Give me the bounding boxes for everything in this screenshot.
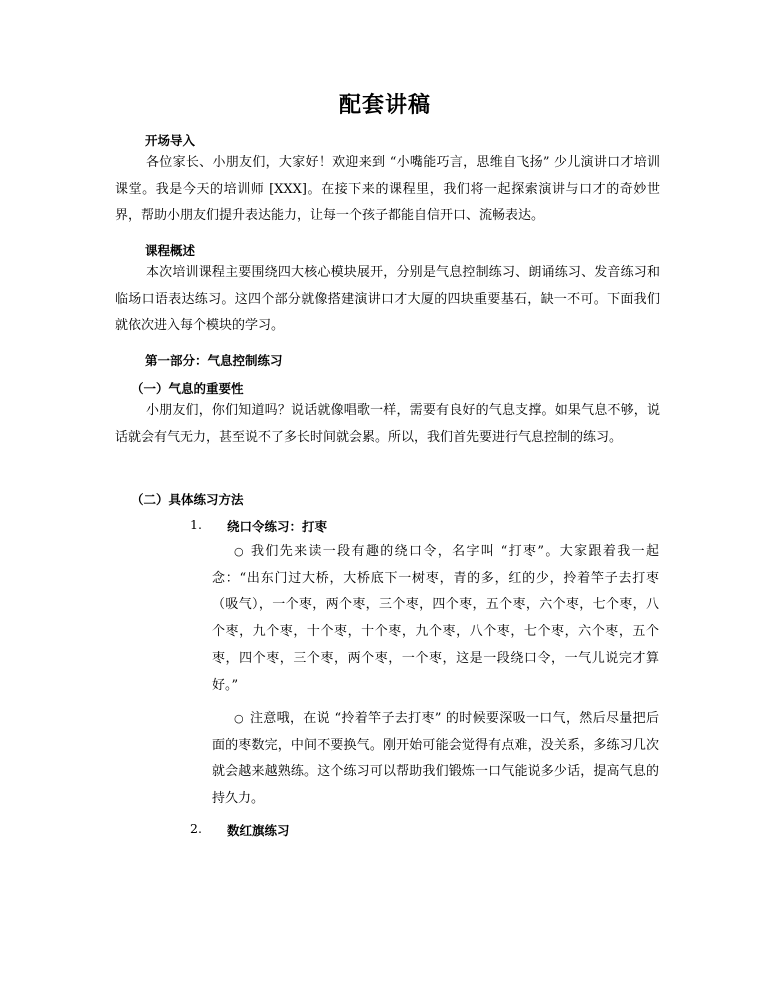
section-heading-part1: 第一部分：气息控制练习: [145, 353, 283, 368]
section-heading-overview: 课程概述: [145, 243, 196, 258]
bullet-text: 我们先来读一段有趣的绕口令，名字叫 “打枣”。大家跟着我一起念：“出东门过大桥，大桥底下一树枣，青的多，红的少，拎着竿子去打枣（吸气），一个枣，两个枣，三个枣，四个枣，五个枣，六个枣，七个枣，八个枣，九个枣，十个枣，十个枣，九个枣，八个枣，七个枣，六个枣，五个枣，四个枣，三个枣，两个枣，一个枣，这是一段绕口令，一气儿说完才算好。”: [212, 544, 659, 693]
bullet-circle-icon: ○: [234, 712, 244, 725]
section-heading-opening: 开场导入: [145, 133, 196, 148]
page-title: 配套讲稿: [338, 92, 431, 118]
paragraph-opening: 各位家长、小朋友们，大家好！欢迎来到 “小嘴能巧言，思维自飞扬” 少儿演讲口才培训课堂。我是今天的培训师 [XXX]。在接下来的课程里，我们将一起探索演讲与口才的奇妙世界，帮助小朋友们提升表达能力，让每一个孩子都能自信开口、流畅表达。: [115, 155, 660, 223]
bullet-text: 注意哦，在说 “拎着竿子去打枣” 的时候要深吸一口气，然后尽量把后面的枣数完，中间不要换气。刚开始可能会觉得有点难，没关系，多练习几次就会越来越熟练。这个练习可以帮助我们锻炼一口气能说多少话，提高气息的持久力。: [212, 711, 659, 807]
subheading-breath-importance: （一）气息的重要性: [131, 381, 244, 396]
list-item-label-tongue-twister: 绕口令练习：打枣: [227, 519, 328, 534]
bullet-tongue-twister-reading: [212, 539, 659, 699]
paragraph-breath-importance: 小朋友们，你们知道吗？说话就像唱歌一样，需要有良好的气息支撑。如果气息不够，说话就会有气无力，甚至说不了多长时间就会累。所以，我们首先要进行气息控制的练习。: [115, 403, 660, 445]
subheading-practice-methods: （二）具体练习方法: [131, 492, 244, 507]
bullet-circle-icon: ○: [234, 545, 245, 558]
paragraph-overview: 本次培训课程主要围绕四大核心模块展开，分别是气息控制练习、朗诵练习、发音练习和临场口语表达练习。这四个部分就像搭建演讲口才大厦的四块重要基石，缺一不可。下面我们就依次进入每个模块的学习。: [115, 265, 660, 333]
bullet-tongue-twister-note: [212, 706, 659, 813]
list-item-number: 2.: [190, 821, 202, 836]
list-item-label-flag-counting: 数红旗练习: [227, 823, 290, 838]
list-item-number: 1.: [190, 517, 202, 532]
